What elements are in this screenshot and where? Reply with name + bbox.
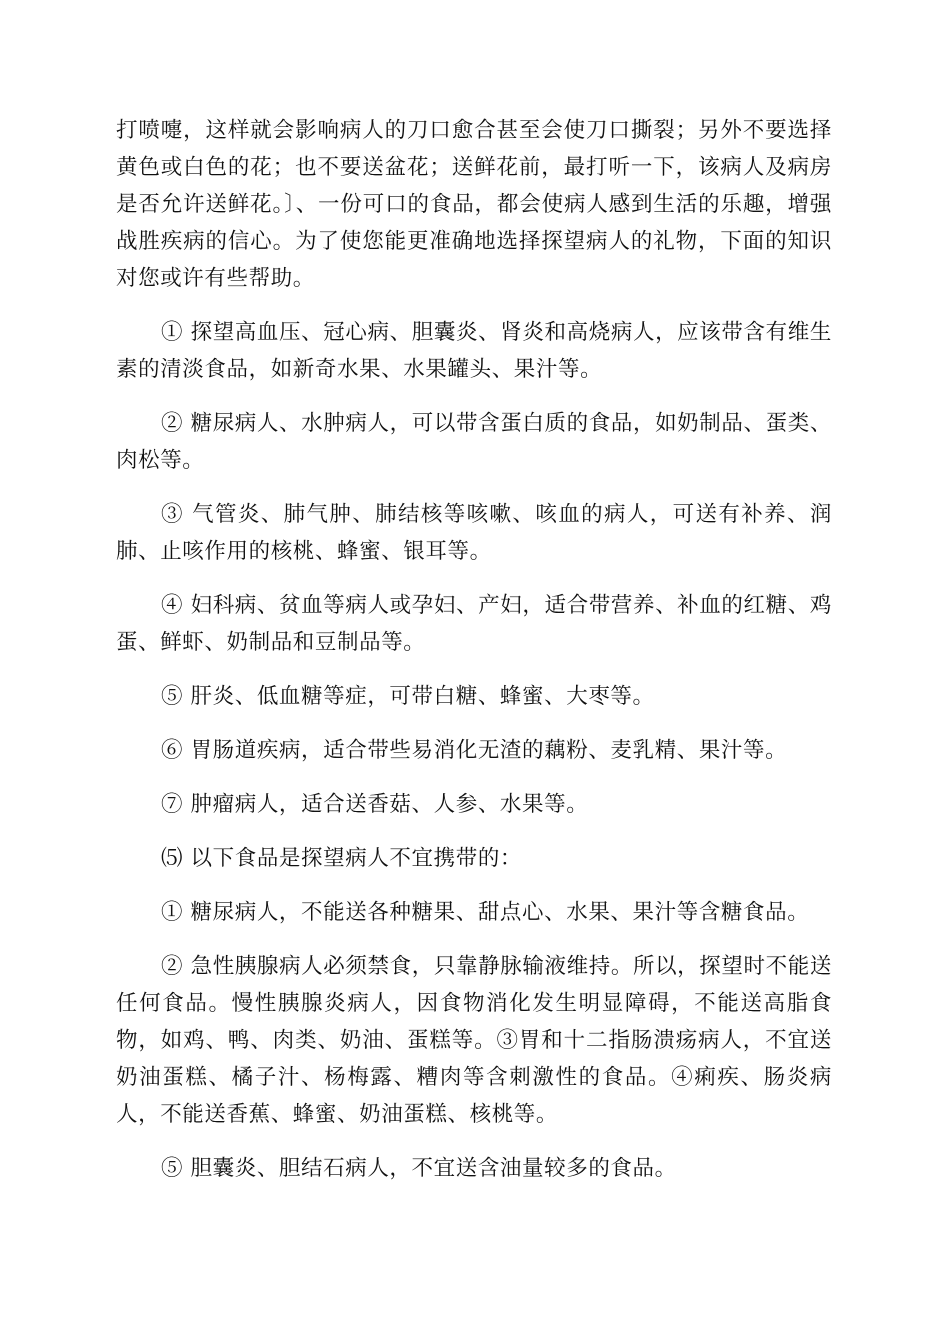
paragraph-item-6: ⑥ 胃肠道疾病，适合带些易消化无渣的藕粉、麦乳精、果汁等。 xyxy=(161,738,788,763)
paragraph-item-7: ⑦ 肿瘤病人，适合送香菇、人参、水果等。 xyxy=(161,792,589,817)
paragraph-unsuitable-1: ① 糖尿病人，不能送各种糖果、甜点心、水果、果汁等含糖食品。 xyxy=(161,900,810,925)
paragraph-unsuitable-5: ⑤ 胆囊炎、胆结石病人，不宜送含油量较多的食品。 xyxy=(161,1156,677,1181)
paragraph-item-3: ③ 气管炎、肺气肿、肺结核等咳嗽、咳血的病人，可送有补养、润肺、止咳作用的核桃、蜂蜜、银耳等。 xyxy=(116,502,832,564)
paragraph-item-2: ② 糖尿病人、水肿病人，可以带含蛋白质的食品，如奶制品、蛋类、肉松等。 xyxy=(116,411,832,473)
paragraph-unsuitable-2: ② 急性胰腺病人必须禁食，只靠静脉输液维持。所以，探望时不能送任何食品。慢性胰腺炎病人，因食物消化发生明显障碍，不能送高脂食物，如鸡、鸭、肉类、奶油、蛋糕等。③胃和十二指肠溃疡病人，不宜送奶油蛋糕、橘子汁、杨梅露、糟肉等含刺激性的食品。④痢疾、肠炎病人，不能送香蕉、蜂蜜、奶油蛋糕、核桃等。 xyxy=(116,954,832,1127)
paragraph-item-4: ④ 妇科病、贫血等病人或孕妇、产妇，适合带营养、补血的红糖、鸡蛋、鲜虾、奶制品和豆制品等。 xyxy=(116,593,832,655)
paragraph-item-1: ① 探望高血压、冠心病、胆囊炎、肾炎和高烧病人，应该带含有维生素的清淡食品，如新奇水果、水果罐头、果汁等。 xyxy=(116,320,832,382)
paragraph-item-5: ⑤ 肝炎、低血糖等症，可带白糖、蜂蜜、大枣等。 xyxy=(161,684,655,709)
section-heading-unsuitable-foods: ⑸ 以下食品是探望病人不宜携带的： xyxy=(161,846,523,871)
paragraph-intro: 打喷嚏，这样就会影响病人的刀口愈合甚至会使刀口撕裂；另外不要选择黄色或白色的花；也不要送盆花；送鲜花前，最打听一下，该病人及病房是否允许送鲜花。〕、一份可口的食品，都会使病人感到生活的乐趣，增强战胜疾病的信心。为了使您能更准确地选择探望病人的礼物，下面的知识对您或许有些帮助。 xyxy=(116,118,832,291)
document-body xyxy=(116,112,832,1204)
